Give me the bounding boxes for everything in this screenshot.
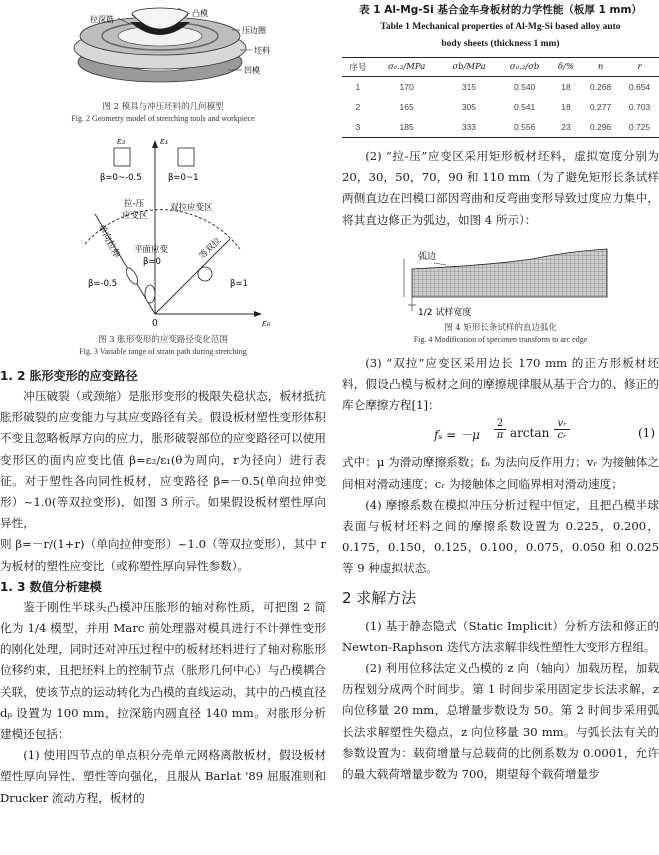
axis-e1-label: ε₁ [160,137,169,147]
table-header-cell: σ₀.₂/MPa [374,58,440,77]
label-strain-zone: 应变区 [122,211,148,221]
axis-e2-label: ε₂ [117,137,126,147]
section-1-3-paragraph-2: (1) 使用四节点的单点积分壳单元网格离散板材，假设板材塑性厚向异性、塑性等向强化，且服从 Barlat '89 屈服准则和 Drucker 流动方程，板材的 [0,748,326,805]
table-header-row [342,58,659,77]
figure-4-caption-en: Fig. 4 Modification of specimen transform to arc edge [413,334,588,344]
table-cell: 0.556 [498,117,551,138]
label-beta-0-neg05: β=0~-0.5 [100,173,142,183]
table-cell: 0.268 [589,82,612,92]
figure-3-drawing [0,124,326,329]
label-biaxial: 等双拉 [197,236,224,262]
table-cell: 165 [399,102,414,112]
equation-lhs: fₛ = －μ [434,428,480,443]
figure-4-caption-cn: 图 4 矩形长条试样的直边弧化 [444,322,557,333]
specimen-mesh [412,249,607,297]
table-cell: 305 [461,102,477,112]
table-header-cell: σb/MPa [439,58,498,77]
table-cell: 185 [374,117,440,138]
table-cell: 0.277 [589,102,612,112]
label-beta-0: β=0 [143,257,161,267]
paragraph-strain-zone-3: (3) “双拉”应变区采用边长 170 mm 的正方形板材坯料，假设凸模与板材之间的摩擦规律服从基于合力的、修正的库仑摩擦方程[1]： [342,355,659,413]
equation-frac-1-num: 2 [494,418,506,430]
label-beta-neg05: β=-0.5 [88,279,118,289]
figure-2 [0,0,326,123]
table-header-cell: n [581,58,620,77]
left-column [0,0,326,809]
paragraph-equation-terms: 式中：μ 为滑动摩擦系数；fₙ 为法向反作用力；vᵣ 为接触体之间相对滑动速度；cᵣ 为接触体之间临界相对滑动速度； [342,455,659,491]
figure-3 [0,124,326,360]
section-2-heading: 2 求解方法 [342,588,417,607]
table-cell: 3 [342,117,374,138]
table-row [342,117,659,138]
table-header-cell: δ/% [551,58,581,77]
table-cell: 0.540 [514,82,536,92]
table-cell: 0.703 [628,102,651,112]
table-row [342,97,659,117]
section-1-2-paragraph-1: 冲压破裂（或颈缩）是胀形变形的极限失稳状态，板材抵抗胀形破裂的应变能力与其应变路径有关。假设板材塑性变形体积不变且忽略板厚方向的应力，胀形破裂部位的应变路径可以使用变形区的面内应变比值 β=ε₂/ε₁(θ为周向，r为径向）进行表征。对于塑性各向同性板材，应变路径 β=－0.5(单向拉伸变形）~1.0(等双拉变形)，如图 3 所示。如果假设板材塑性厚向异性， [0,389,326,531]
table-header-cell: σ₀.₂/σb [498,58,551,77]
table-cell: 0.541 [514,102,536,112]
figure-2-drawing [0,0,326,96]
label-die: 凹模 [244,66,260,75]
equation-1 [342,416,659,452]
equation-frac-2 [554,418,570,441]
table-cell: 2 [355,102,361,112]
label-beta-1: β=1 [230,279,248,289]
paragraph-solver-1: (1) 基于静态隐式（Static Implicit）分析方法和修正的 Newton-Raphson 迭代方法求解非线性塑性大变形方程组。 [342,618,659,654]
axis-e0-label: ε₀ [262,319,271,329]
paragraph-friction: (4) 摩擦系数在模拟冲压分析过程中恒定，且把凸模半球表面与板材坯料之间的摩擦系数设置为 0.225，0.200，0.175，0.150，0.125，0.100，0.075，0.050 和 0.025 等 9 种虚拟状态。 [342,497,659,576]
paragraph-strain-zone-2: (2) “拉-压”应变区采用矩形板材坯料，虚拟宽度分别为 20，30，50，70，90 和 110 mm（为了避免矩形长条试样两侧直边在凹模口部因弯曲和反弯曲变形导致过度应力集中，将其直边修正为弧边，如图 4 所示）： [342,149,659,227]
figure-4 [342,235,659,347]
label-tension-compression: 拉-压 [124,199,145,209]
table-1-title-en-2: body sheets (thickness 1 mm) [441,39,560,49]
table-row [342,77,659,98]
table-cell: 0.654 [628,82,651,92]
table-cell: 333 [439,117,498,138]
label-plane-strain: 平面应变 [134,245,169,255]
table-cell: 1 [355,82,361,92]
equation-frac-2-den: cᵣ [557,430,567,442]
origin-label: 0 [152,319,158,329]
right-column [342,0,659,785]
table-1 [342,2,659,138]
label-uniaxial: 单向拉伸 [95,223,122,260]
section-1-2-heading: 1. 2 胀形变形的应变路径 [0,369,138,383]
table-cell: 18 [561,82,571,92]
equation-frac-1 [494,418,506,441]
table-1-title-en-1: Table 1 Mechanical properties of Al-Mg-Si based alloy auto [380,22,621,32]
section-1-2 [0,366,326,577]
equation-arctan: arctan [510,426,550,441]
label-half-width: 1/2 试样宽度 [418,307,472,317]
table-1-title-cn: 表 1 Al-Mg-Si 基合金车身板材的力学性能（板厚 1 mm） [359,4,642,16]
label-sheet: 坯料 [254,46,270,55]
figure-3-caption-en: Fig. 3 Variable range of strain path during stretching [79,347,247,356]
section-1-3-heading: 1. 3 数值分析建模 [0,579,102,594]
figure-3-caption-cn: 图 3 胀形变形的应变路径变化范围 [98,335,228,345]
label-beta-0-1: β=0~1 [168,173,199,183]
section-1-2-paragraph-2: 则 β=－r/(1+r)（单向拉伸变形）~1.0（等双拉变形），其中 r 为板材的塑性应变比（或称塑性厚向异性参数）。 [0,537,326,573]
equation-frac-1-den: π [496,430,504,442]
label-blank-ring: 压边圈 [242,26,266,35]
figure-4-drawing [342,235,659,317]
section-1-3-paragraph-1: 鉴于刚性半球头凸模冲压胀形的轴对称性质，可把图 2 简化为 1/4 模型，并用 Marc 前处理器对模具进行不计弹性变形的刚化处理，同时还对冲压过程中的板材坯料进行了轴对称胀形位移约束，且把坯料上的控制节点（胀形几何中心）与凸模耦合关联，使该节点的运动转化为凸模的直线运动，其中的凸模直径 dₚ 设置为 100 mm，拉深筋内圆直径 140 mm。对胀形分析建模还包括： [0,599,326,742]
table-cell: 315 [461,82,477,92]
table-cell: 170 [399,82,414,92]
section-1-3 [0,577,326,809]
table-cell: 23 [551,117,581,138]
table-header-cell: r [620,58,659,77]
equation-number: (1) [638,426,655,441]
label-biaxial-zone: 双拉应变区 [170,203,213,213]
label-rib: 拉深筋 [90,15,114,24]
label-punch: 凸模 [192,9,208,18]
mechanical-properties-table [342,57,659,138]
label-arc-edge: 弧边 [418,251,437,262]
table-cell: 0.725 [620,117,659,138]
equation-frac-2-num: vᵣ [554,418,570,430]
paragraph-solver-2: (2) 利用位移法定义凸模的 z 向（轴向）加载历程，加载历程划分成两个时间步。第 1 时间步采用固定步长法求解，z 向位移量 20 mm，总增量步数设为 50。第 2 时间步采用弧长法求解塑性失稳点，z 向位移量 30 mm。与弧长法有关的参数设置为：载荷增量与总载荷的比例系数为 0.0001，允许的最大载荷增量步数为 700，期望每个载荷增量步 [342,661,659,782]
figure-2-caption-en: Fig. 2 Geometry model of stretching tools and workpiece [71,114,255,123]
table-cell: 0.296 [581,117,620,138]
figure-2-caption-cn: 图 2 模具与冲压坯料的几何模型 [102,102,224,112]
table-header-cell: 序号 [342,58,374,77]
table-cell: 18 [561,102,571,112]
